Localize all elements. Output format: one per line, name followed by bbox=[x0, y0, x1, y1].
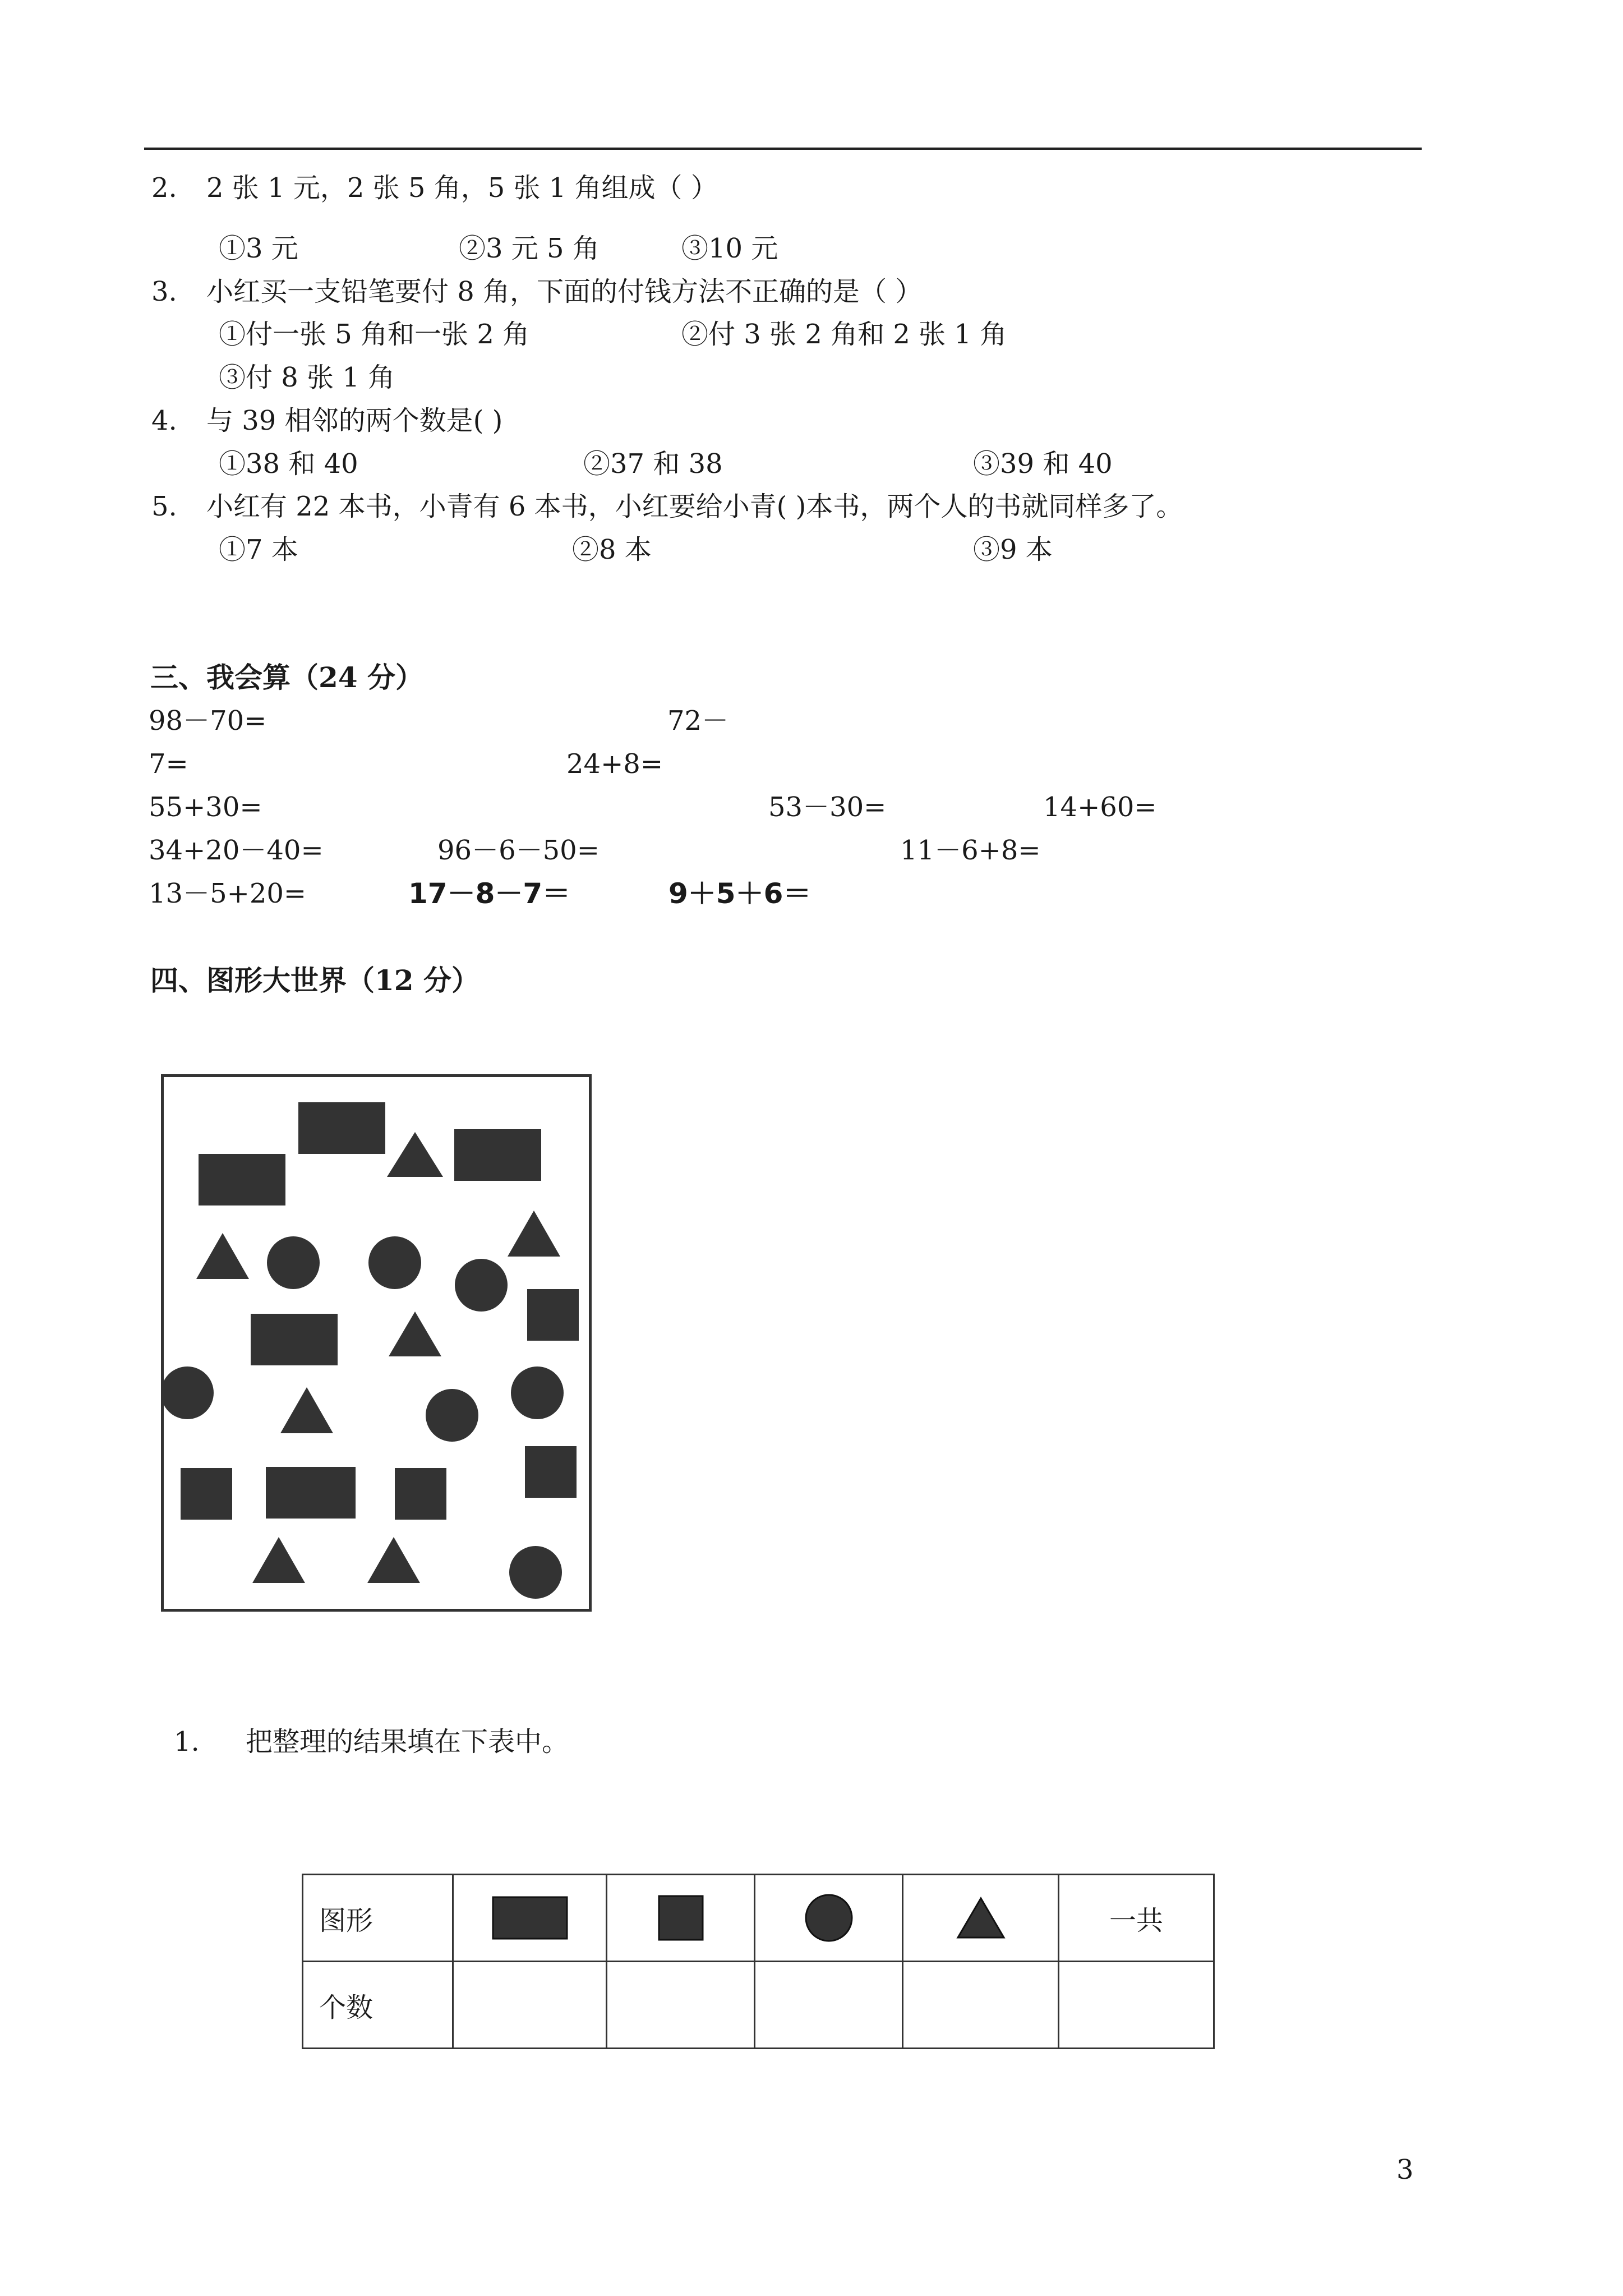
rectangle-icon bbox=[492, 1896, 568, 1940]
square-shape bbox=[525, 1446, 577, 1498]
question-2-text: 2 张 1 元，2 张 5 角，5 张 1 角组成（ ） bbox=[206, 172, 718, 204]
calc-problem: 55+30= bbox=[149, 792, 262, 823]
question-3-option-1: ①付一张 5 角和一张 2 角 bbox=[219, 319, 530, 350]
question-4-text: 与 39 相邻的两个数是( ) bbox=[206, 405, 503, 436]
square-shape bbox=[395, 1468, 446, 1520]
circle-shape bbox=[267, 1236, 320, 1289]
question-4-number: 4. bbox=[151, 405, 177, 436]
header-rectangle bbox=[453, 1875, 607, 1962]
square-shape bbox=[181, 1468, 232, 1520]
header-triangle bbox=[903, 1875, 1059, 1962]
question-3-number: 3. bbox=[151, 276, 177, 307]
question-2-option-3: ③10 元 bbox=[681, 233, 778, 264]
header-total: 一共 bbox=[1059, 1875, 1214, 1962]
section-4-heading: 四、图形大世界（12 分） bbox=[150, 964, 479, 997]
calc-problem: 34+20－40= bbox=[149, 835, 324, 866]
rectangle-shape bbox=[298, 1102, 385, 1154]
triangle-shape bbox=[196, 1233, 249, 1279]
table-row bbox=[303, 1875, 1214, 1962]
question-5-option-1: ①7 本 bbox=[219, 534, 298, 565]
calc-problem: 17－8－7＝ bbox=[408, 877, 571, 910]
calc-problem: 53－30= bbox=[768, 792, 887, 823]
count-cell-triangle[interactable] bbox=[903, 1962, 1059, 2049]
calc-problem: 11－6+8= bbox=[900, 835, 1041, 866]
triangle-shape bbox=[508, 1211, 560, 1257]
shape-box bbox=[161, 1074, 592, 1612]
circle-shape bbox=[455, 1259, 508, 1312]
instruction-number: 1. bbox=[174, 1726, 200, 1757]
circle-shape bbox=[368, 1236, 421, 1289]
circle-shape bbox=[511, 1366, 564, 1419]
question-5-option-3: ③9 本 bbox=[973, 534, 1053, 565]
count-cell-square[interactable] bbox=[607, 1962, 755, 2049]
question-4-option-3: ③39 和 40 bbox=[973, 448, 1113, 480]
question-4-option-2: ②37 和 38 bbox=[583, 448, 723, 480]
triangle-shape bbox=[252, 1537, 305, 1583]
circle-icon bbox=[804, 1893, 854, 1943]
calc-problem: 72－ bbox=[667, 705, 729, 737]
row-label-shapes: 图形 bbox=[303, 1875, 453, 1962]
circle-shape bbox=[426, 1389, 478, 1442]
calc-problem: 96－6－50= bbox=[437, 835, 600, 866]
question-3-option-2: ②付 3 张 2 角和 2 张 1 角 bbox=[681, 319, 1007, 350]
square-icon bbox=[658, 1895, 704, 1941]
question-2-option-1: ①3 元 bbox=[219, 233, 298, 264]
question-2-option-2: ②3 元 5 角 bbox=[459, 233, 600, 264]
question-5-text: 小红有 22 本书，小青有 6 本书，小红要给小青( )本书，两个人的书就同样多了。 bbox=[206, 491, 1183, 522]
calc-problem: 13－5+20= bbox=[149, 878, 307, 909]
circle-shape bbox=[509, 1546, 562, 1599]
calc-problem: 98－70= bbox=[149, 705, 267, 737]
header-square bbox=[607, 1875, 755, 1962]
triangle-shape bbox=[367, 1537, 420, 1583]
tally-table bbox=[302, 1874, 1215, 2049]
count-cell-rectangle[interactable] bbox=[453, 1962, 607, 2049]
instruction-text: 把整理的结果填在下表中。 bbox=[246, 1726, 569, 1757]
count-cell-total[interactable] bbox=[1059, 1962, 1214, 2049]
calc-problem: 9＋5＋6＝ bbox=[668, 877, 811, 910]
calc-problem: 24+8= bbox=[566, 748, 663, 780]
section-3-heading: 三、我会算（24 分） bbox=[150, 661, 423, 694]
header-circle bbox=[755, 1875, 903, 1962]
shapes-canvas bbox=[164, 1077, 589, 1609]
row-label-count: 个数 bbox=[303, 1962, 453, 2049]
calc-problem: 7= bbox=[149, 748, 188, 780]
question-5-option-2: ②8 本 bbox=[572, 534, 652, 565]
rectangle-shape bbox=[199, 1154, 285, 1205]
question-4-option-1: ①38 和 40 bbox=[219, 448, 358, 480]
top-rule bbox=[144, 148, 1422, 150]
page-number: 3 bbox=[1396, 2154, 1414, 2185]
triangle-icon bbox=[956, 1897, 1006, 1939]
question-2-number: 2. bbox=[151, 172, 177, 204]
square-shape bbox=[527, 1289, 579, 1341]
rectangle-shape bbox=[251, 1314, 338, 1365]
calc-problem: 14+60= bbox=[1043, 792, 1157, 823]
question-3-text: 小红买一支铅笔要付 8 角，下面的付钱方法不正确的是（ ） bbox=[206, 276, 923, 307]
count-cell-circle[interactable] bbox=[755, 1962, 903, 2049]
rectangle-shape bbox=[266, 1467, 356, 1519]
question-5-number: 5. bbox=[151, 491, 177, 522]
rectangle-shape bbox=[454, 1129, 541, 1181]
triangle-shape bbox=[280, 1387, 333, 1433]
triangle-shape bbox=[389, 1312, 441, 1356]
table-row bbox=[303, 1962, 1214, 2049]
question-3-option-3: ③付 8 张 1 角 bbox=[219, 362, 395, 393]
circle-shape bbox=[164, 1366, 214, 1419]
triangle-shape bbox=[387, 1132, 443, 1177]
